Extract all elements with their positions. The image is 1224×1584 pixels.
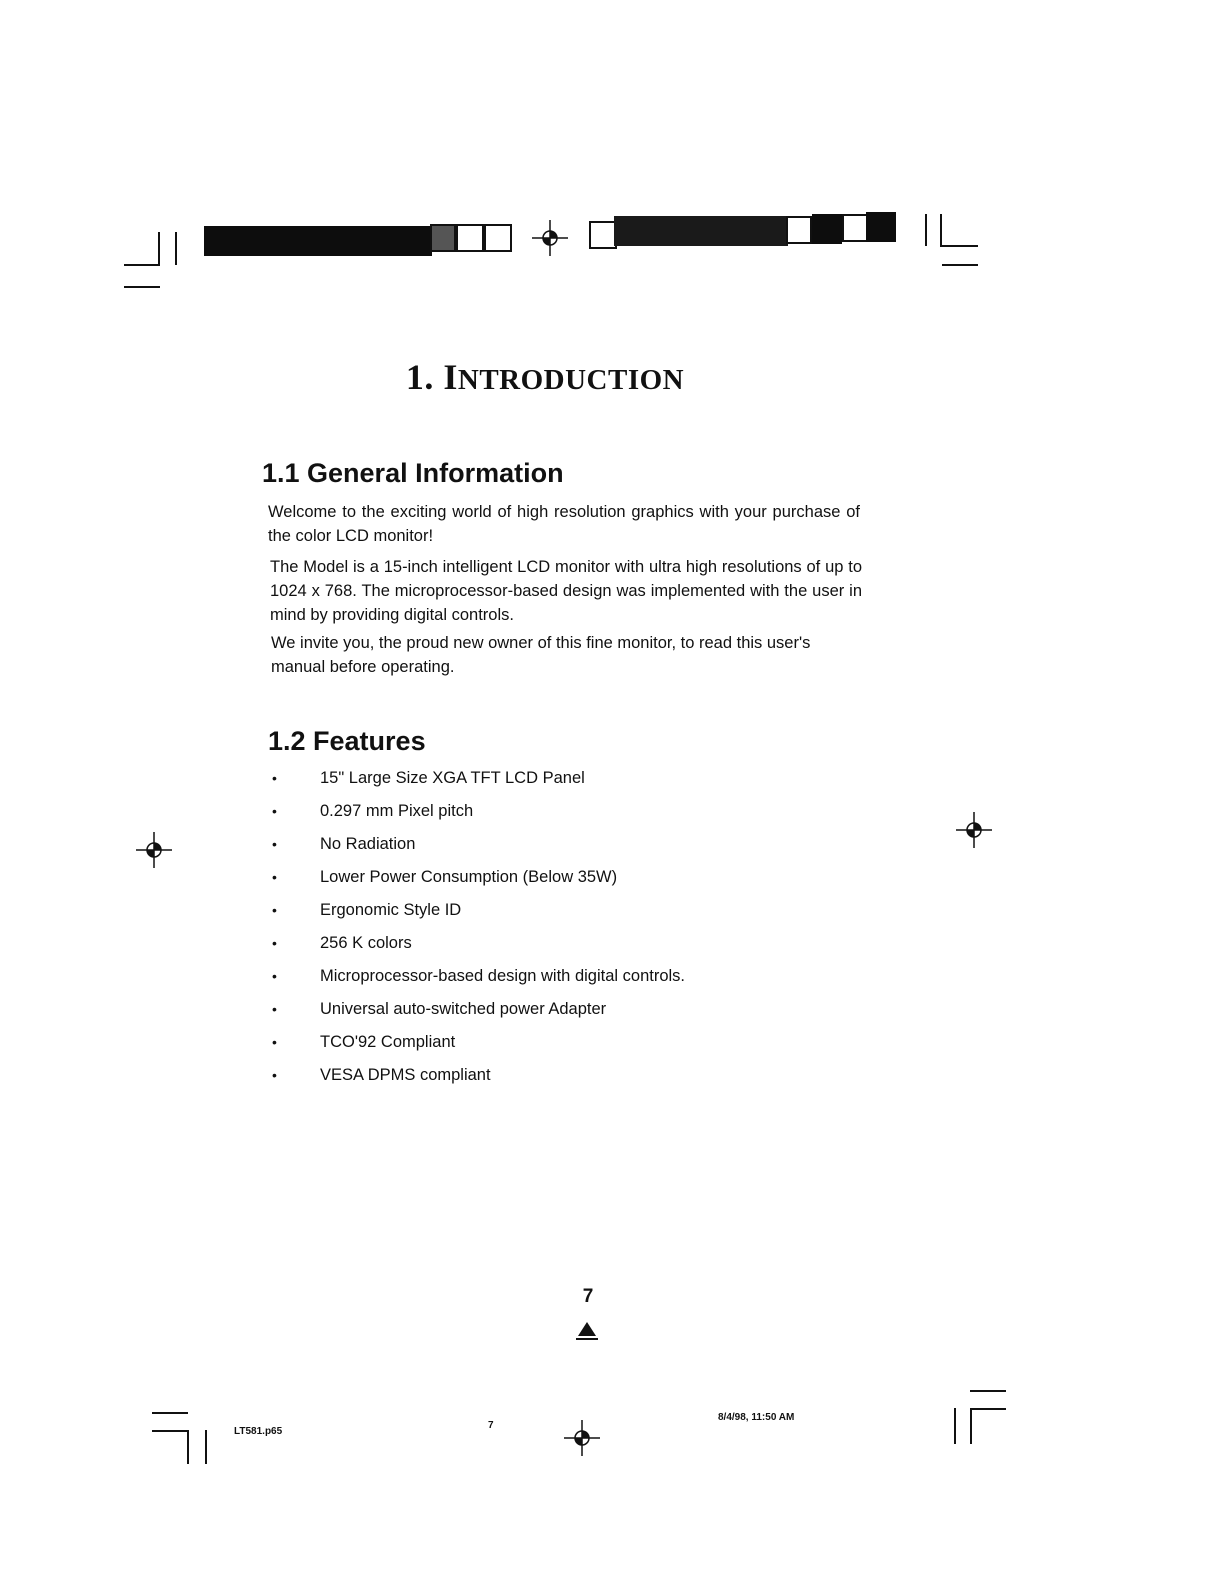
footer-page-number: 7: [488, 1420, 494, 1431]
feature-text: 15" Large Size XGA TFT LCD Panel: [320, 769, 585, 787]
feature-text: Ergonomic Style ID: [320, 901, 462, 919]
chapter-title: [0, 356, 1090, 398]
bullet-icon: •: [272, 869, 277, 885]
bullet-icon: •: [272, 1067, 277, 1083]
bullet-icon: •: [272, 770, 277, 786]
feature-text: Universal auto-switched power Adapter: [320, 1000, 607, 1018]
bullet-icon: •: [272, 935, 277, 951]
footer-file-name: LT581.p65: [234, 1426, 283, 1437]
page-number: 7: [582, 1286, 594, 1307]
feature-text: 0.297 mm Pixel pitch: [320, 802, 474, 820]
registration-mark-left-icon: [134, 830, 174, 870]
chapter-initial: I: [443, 357, 458, 397]
bullet-icon: •: [272, 902, 277, 918]
feature-text: Microprocessor-based design with digital controls.: [320, 967, 685, 985]
feature-text: TCO'92 Compliant: [320, 1033, 456, 1051]
feature-text: VESA DPMS compliant: [320, 1066, 491, 1084]
section-heading-features: 1.2 Features: [268, 726, 426, 756]
bullet-icon: •: [272, 836, 277, 852]
paragraph-welcome: Welcome to the exciting world of high resolution graphics with your purchase of the color LCD monitor!: [268, 503, 860, 545]
feature-text: No Radiation: [320, 835, 416, 853]
triangle-underline: [576, 1338, 598, 1340]
registration-mark-bottom-icon: [562, 1418, 602, 1458]
feature-text: Lower Power Consumption (Below 35W): [320, 868, 618, 886]
bullet-icon: •: [272, 1034, 277, 1050]
paragraph-invite: We invite you, the proud new owner of this fine monitor, to read this user's manual before operating.: [271, 634, 811, 676]
paragraph-model: The Model is a 15-inch intelligent LCD monitor with ultra high resolutions of up to 1024 x 768. The microprocessor-based design was implemented with the user in mind by providing digital controls.: [270, 558, 862, 624]
feature-text: 256 K colors: [320, 934, 412, 952]
bullet-icon: •: [272, 1001, 277, 1017]
footer-datetime: 8/4/98, 11:50 AM: [718, 1412, 795, 1423]
section-heading-general: 1.1 General Information: [262, 458, 564, 488]
triangle-up-icon: [578, 1322, 596, 1336]
bullet-icon: •: [272, 968, 277, 984]
registration-mark-top-icon: [530, 218, 570, 258]
chapter-number: 1.: [405, 357, 434, 397]
chapter-title-rest: NTRODUCTION: [457, 364, 685, 396]
bullet-icon: •: [272, 803, 277, 819]
registration-mark-right-icon: [954, 810, 994, 850]
